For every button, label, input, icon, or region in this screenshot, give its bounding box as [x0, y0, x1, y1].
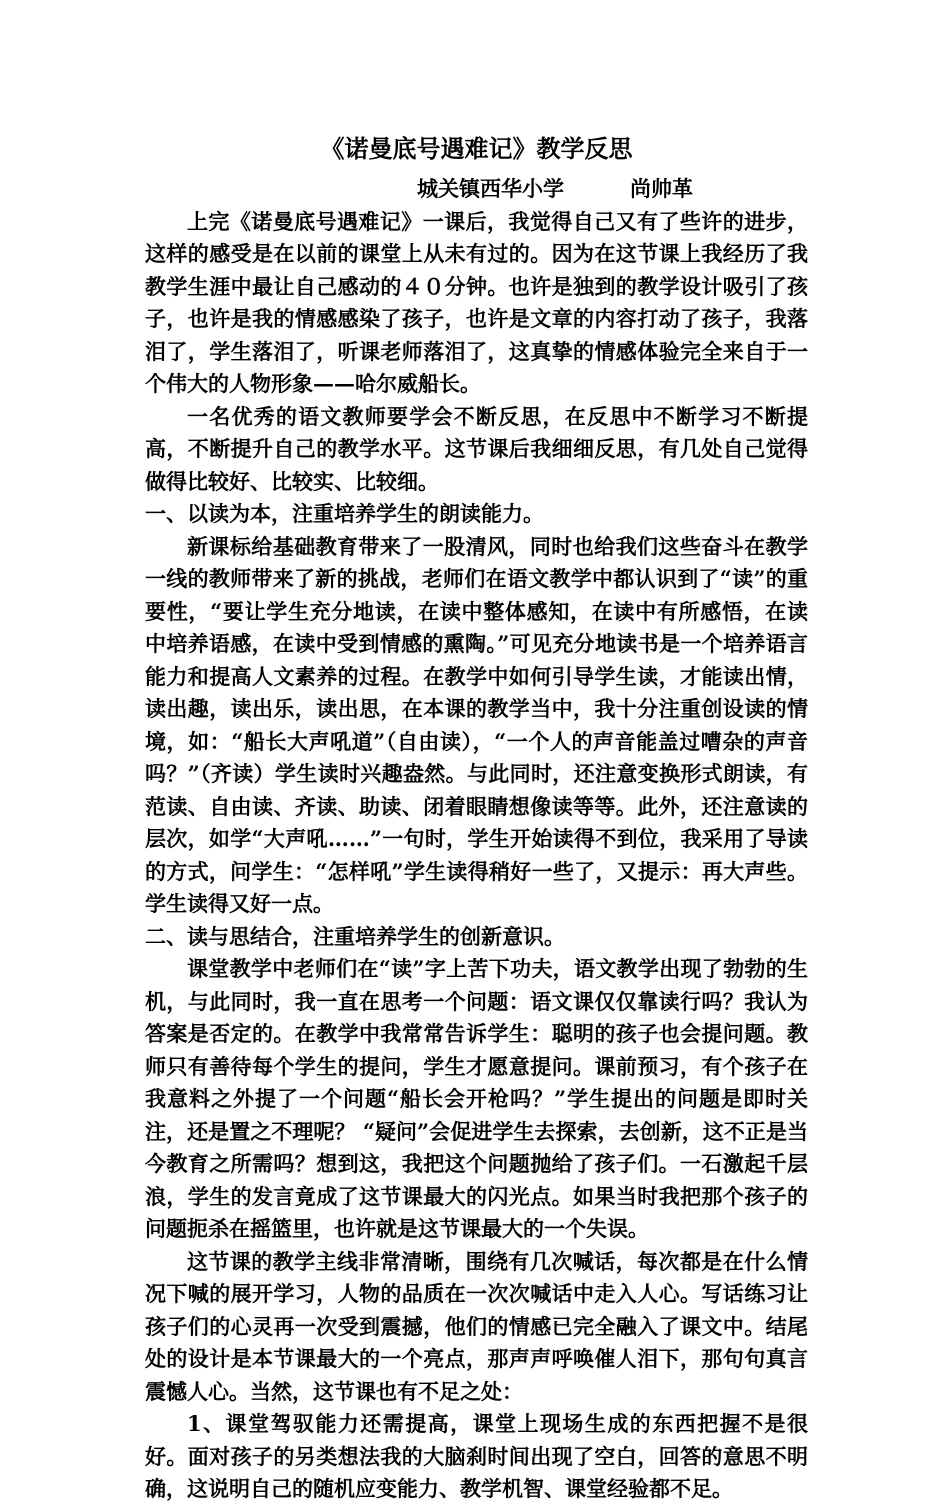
- paragraph-intro: 上完《诺曼底号遇难记》一课后，我觉得自己又有了些许的进步，这样的感受是在以前的课堂上从未有过的。因为在这节课上我经历了我教学生涯中最让自己感动的４０分钟。也许是独到的教学设计吸引了孩子，也许是我的情感感染了孩子，也许是文章的内容打动了孩子，我落泪了，学生落泪了，听课老师落泪了，这真挚的情感体验完全来自于一个伟大的人物形象——哈尔威船长。: [145, 208, 808, 396]
- paragraph-shortcoming-1: 1、课堂驾驭能力还需提高，课堂上现场生成的东西把握不是很好。面对孩子的另类想法我的大脑刹时间出现了空白，回答的意思不明确，这说明自己的随机应变能力、教学机智、课堂经验都不足。: [145, 1411, 808, 1501]
- paragraph-thinking: 课堂教学中老师们在“读”字上苦下功夫，语文教学出现了勃勃的生机，与此同时，我一直在思考一个问题：语文课仅仅靠读行吗？我认为答案是否定的。在教学中我常常告诉学生：聪明的孩子也会提问题。教师只有善待每个学生的提问，学生才愿意提问。课前预习，有个孩子在我意料之外提了一个问题“船长会开枪吗？”学生提出的问题是即时关注，还是置之不理呢？ “疑问”会促进学生去探索，去创新，这不正是当今教育之所需吗？想到这，我把这个问题抛给了孩子们。一石激起千层浪，学生的发言竟成了这节课最大的闪光点。如果当时我把那个孩子的问题扼杀在摇篮里，也许就是这节课最大的一个失误。: [145, 956, 808, 1241]
- school-name: 城关镇西华小学: [417, 176, 564, 201]
- document-title: 《诺曼底号遇难记》教学反思: [320, 134, 633, 163]
- section-heading-1: 一、以读为本，注重培养学生的朗读能力。: [145, 501, 544, 526]
- paragraph-mainline: 这节课的教学主线非常清晰，围绕有几次喊话，每次都是在什么情况下喊的展开学习，人物的品质在一次次喊话中走入人心。写话练习让孩子们的心灵再一次受到震撼，他们的情感已完全融入了课文中。结尾处的设计是本节课最大的一个亮点，那声声呼唤催人泪下，那句句真言震憾人心。当然，这节课也有不足之处：: [145, 1248, 808, 1404]
- document-page: [145, 132, 808, 1506]
- author-name: 尚帅革: [630, 176, 693, 201]
- byline: [145, 173, 808, 206]
- section-heading-2: 二、读与思结合，注重培养学生的创新意识。: [145, 923, 565, 949]
- paragraph-reflection: 一名优秀的语文教师要学会不断反思，在反思中不断学习不断提高，不断提升自己的教学水平。这节课后我细细反思，有几处自己觉得做得比较好、比较实、比较细。: [145, 403, 808, 494]
- paragraph-reading: 新课标给基础教育带来了一股清风，同时也给我们这些奋斗在教学一线的教师带来了新的挑战，老师们在语文教学中都认识到了“读”的重要性，“要让学生充分地读，在读中整体感知，在读中有所感悟，在读中培养语感，在读中受到情感的熏陶。”可见充分地读书是一个培养语言能力和提高人文素养的过程。在教学中如何引导学生读，才能读出情，读出趣，读出乐，读出思，在本课的教学当中，我十分注重创设读的情境，如：“船长大声吼道”（自由读），“一个人的声音能盖过嘈杂的声音吗？”（齐读）学生读时兴趣盎然。与此同时，还注意变换形式朗读，有范读、自由读、齐读、助读、闭着眼睛想像读等等。此外，还注意读的层次，如学“大声吼……”一句时，学生开始读得不到位，我采用了导读的方式，问学生：“怎样吼”学生读得稍好一些了，又提示：再大声些。学生读得又好一点。: [145, 533, 808, 916]
